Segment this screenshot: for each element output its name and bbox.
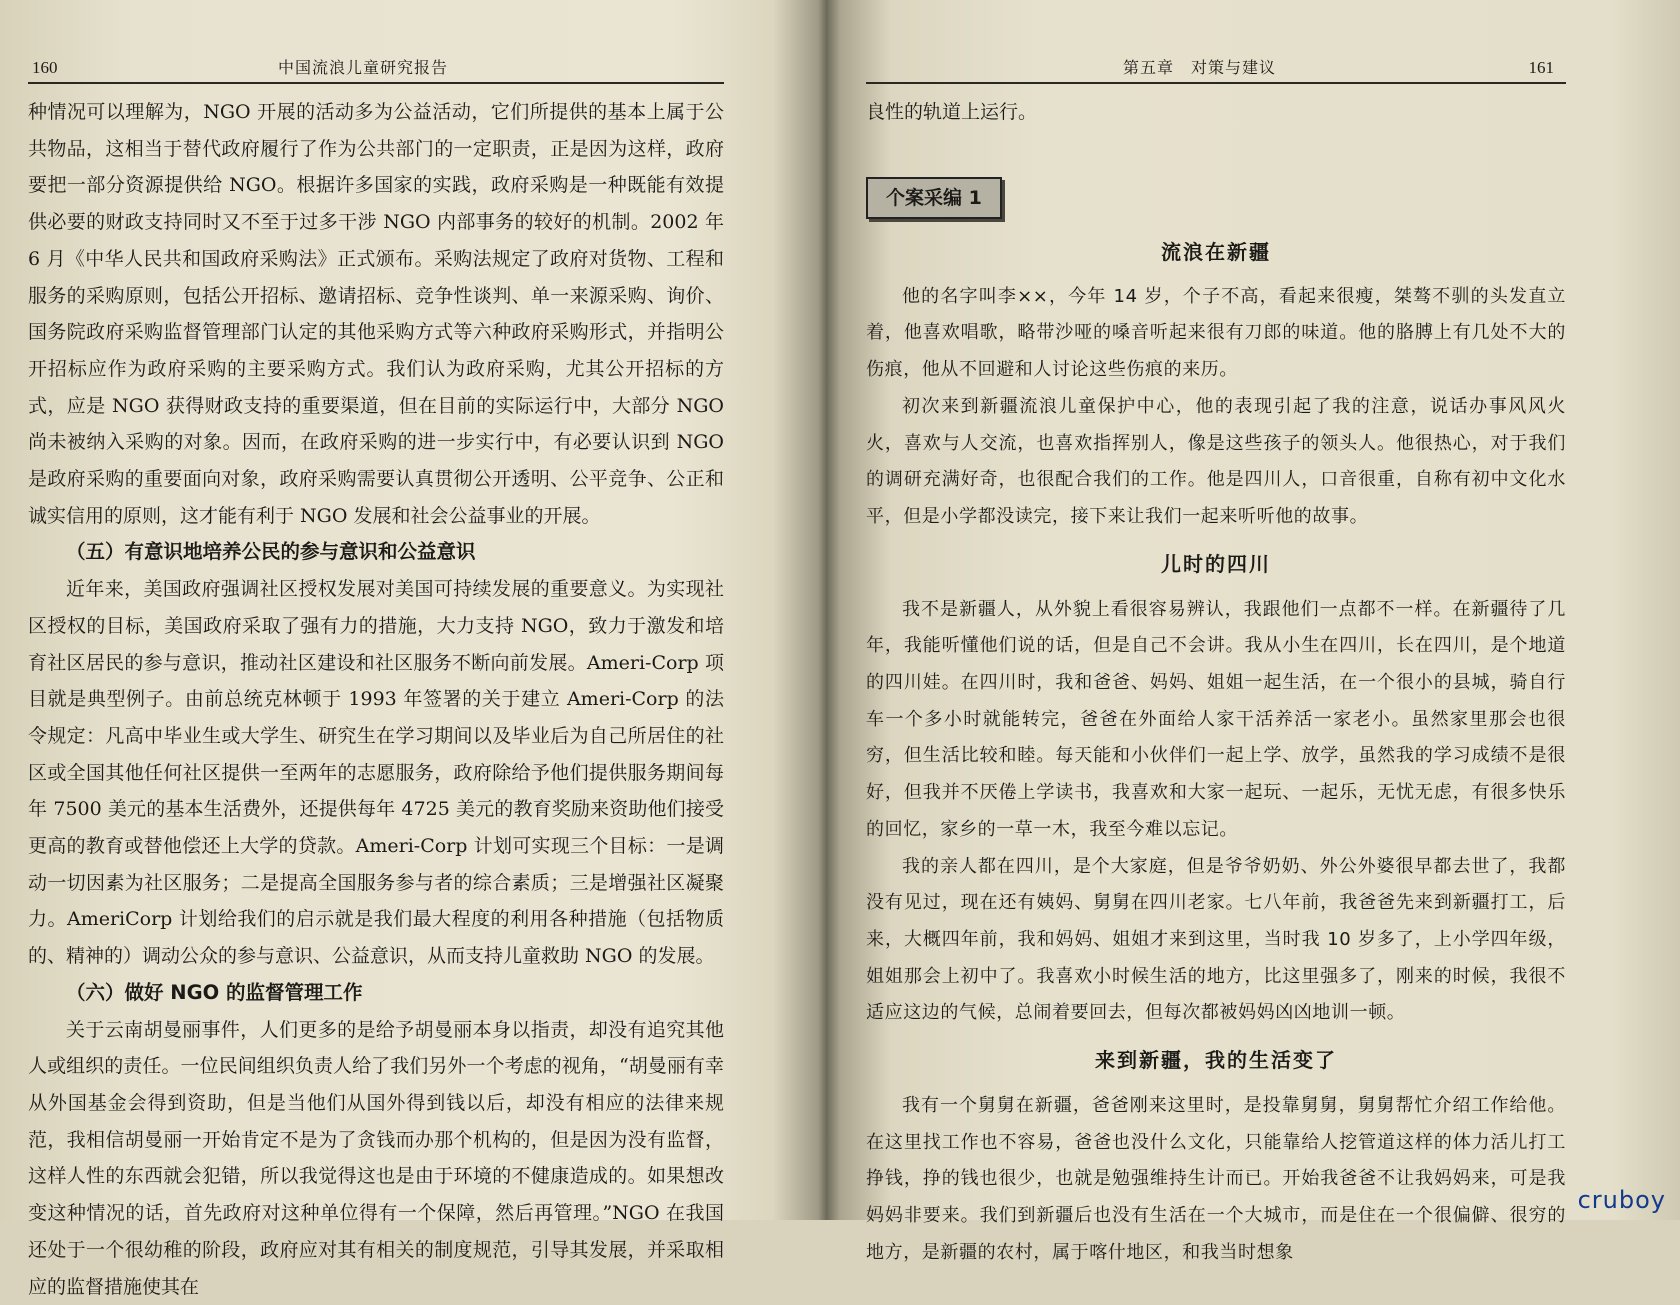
story-subheading-xinjiang: 来到新疆，我的生活变了 [1095, 1048, 1337, 1073]
left-running-title: 中国流浪儿童研究报告 [278, 58, 449, 77]
story-title: 流浪在新疆 [1161, 239, 1271, 264]
right-page-number: 161 [1528, 58, 1554, 77]
story-paragraph: 初次来到新疆流浪儿童保护中心，他的表现引起了我的注意，说话办事风风火火，喜欢与人交流，也喜欢指挥别人，像是这些孩子的领头人。他很热心，对于我们的调研充满好奇，也很配合我们的工作。他是四川人，口音很重，自称有初中文化水平，但是小学都没读完，接下来让我们一起来听听他的故事。 [866, 395, 1566, 527]
left-page [28, 0, 724, 1298]
story-subheading-childhood: 儿时的四川 [1161, 551, 1271, 576]
right-running-title: 第五章 对策与建议 [1122, 58, 1276, 77]
section-six-heading: （六）做好 NGO 的监督管理工作 [66, 980, 363, 1004]
left-body [28, 94, 724, 1305]
story-paragraph: 我不是新疆人，从外貌上看很容易辨认，我跟他们一点都不一样。在新疆待了几年，我能听懂他们说的话，但是自己不会讲。我从小生在四川，长在四川，是个地道的四川娃。在四川时，我和爸爸、妈妈、姐姐一起生活，在一个很小的县城，骑自行车一个多小时就能转完，爸爸在外面给人家干活养活一家老小。虽然家里那会也很穷，但生活比较和睦。每天能和小伙伴们一起上学、放学，虽然我的学习成绩不是很好，但我并不厌倦上学读书，我喜欢和大家一起玩、一起乐，无忧无虑，有很多快乐的回忆，家乡的一草一木，我至今难以忘记。 [866, 598, 1566, 840]
left-page-number: 160 [32, 58, 58, 77]
section-five-heading: （五）有意识地培养公民的参与意识和公益意识 [66, 540, 476, 564]
watermark-text: cruboy [1577, 1186, 1666, 1214]
left-paragraph: 种情况可以理解为，NGO 开展的活动多为公益活动，它们所提供的基本上属于公共物品，这相当于替代政府履行了作为公共部门的一定职责，正是因为这样，政府要把一部分资源提供给 NGO。根据许多国家的实践，政府采购是一种既能有效提供必要的财政支持同时又不至于过多干涉 NGO 内部事务的较好的机制。2002 年 6 月《中华人民共和国政府采购法》正式颁布。采购法规定了政府对货物、工程和服务的采购原则，包括公开招标、邀请招标、竞争性谈判、单一来源采购、询价、国务院政府采购监督管理部门认定的其他采购方式等六种政府采购形式，并指明公开招标应作为政府采购的主要采购方式。我们认为政府采购，尤其公开招标的方式，应是 NGO 获得财政支持的重要渠道，但在目前的实际运行中，大部分 NGO 尚未被纳入采购的对象。因而，在政府采购的进一步实行中，有必要认识到 NGO 是政府采购的重要面向对象，政府采购需要认真贯彻公开透明、公平竞争、公正和诚实信用的原则，这才能有利于 NGO 发展和社会公益事业的开展。 [28, 101, 724, 527]
right-page [866, 0, 1566, 1263]
story-paragraph: 我有一个舅舅在新疆，爸爸刚来这里时，是投靠舅舅，舅舅帮忙介绍工作给他。在这里找工作也不容易，爸爸也没什么文化，只能靠给人挖管道这样的体力活儿打工挣钱，挣的钱也很少，也就是勉强维持生计而已。开始我爸爸不让我妈妈来，可是我妈妈非要来。我们到新疆后也没有生活在一个大城市，而是住在一个很偏僻、很穷的地方，是新疆的农村，属于喀什地区，和我当时想象 [866, 1095, 1566, 1263]
story-paragraph: 我的亲人都在四川，是个大家庭，但是爷爷奶奶、外公外婆很早都去世了，我都没有见过，现在还有姨妈、舅舅在四川老家。七八年前，我爸爸先来到新疆打工，后来，大概四年前，我和妈妈、姐姐才来到这里，当时我 10 岁多了，上小学四年级，姐姐那会上初中了。我喜欢小时候生活的地方，比这里强多了，刚来的时候，我很不适应这边的气候，总闹着要回去，但每次都被妈妈凶凶地训一顿。 [866, 855, 1566, 1024]
opening-line: 良性的轨道上运行。 [866, 101, 1038, 123]
story-paragraph: 他的名字叫李××，今年 14 岁，个子不高，看起来很瘦，桀骜不驯的头发直立着，他喜欢唱歌，略带沙哑的嗓音听起来很有刀郎的味道。他的胳膊上有几处不大的伤痕，他从不回避和人讨论这些伤痕的来历。 [866, 285, 1566, 381]
right-running-head [866, 52, 1566, 84]
case-study-label-box: 个案采编 1 [866, 177, 1002, 219]
left-paragraph: 近年来，美国政府强调社区授权发展对美国可持续发展的重要意义。为实现社区授权的目标，美国政府采取了强有力的措施，大力支持 NGO，致力于激发和培育社区居民的参与意识，推动社区建设和社区服务不断向前发展。Ameri-Corp 项目就是典型例子。由前总统克林顿于 1993 年签署的关于建立 Ameri-Corp 的法令规定：凡高中毕业生或大学生、研究生在学习期间以及毕业后为自己所居住的社区或全国其他任何社区提供一至两年的志愿服务，政府除给予他们提供服务期间每年 7500 美元的基本生活费外，还提供每年 4725 美元的教育奖励来资助他们接受更高的教育或替他偿还上大学的贷款。Ameri-Corp 计划可实现三个目标：一是调动一切因素为社区服务；二是提高全国服务参与者的综合素质；三是增强社区凝聚力。AmeriCorp 计划给我们的启示就是我们最大程度的利用各种措施（包括物质的、精神的）调动公众的参与意识、公益意识，从而支持儿童救助 NGO 的发展。 [28, 578, 724, 968]
right-body [866, 94, 1566, 1272]
left-running-head [28, 52, 724, 84]
case-story [866, 225, 1566, 1272]
left-paragraph: 关于云南胡曼丽事件，人们更多的是给予胡曼丽本身以指责，却没有追究其他人或组织的责任。一位民间组织负责人给了我们另外一个考虑的视角，“胡曼丽有幸从外国基金会得到资助，但是当他们从国外得到钱以后，却没有相应的法律来规范，我相信胡曼丽一开始肯定不是为了贪钱而办那个机构的，但是因为没有监督，这样人性的东西就会犯错，所以我觉得这也是由于环境的不健康造成的。如果想改变这种情况的话，首先政府对这种单位得有一个保障，然后再管理。”NGO 在我国还处于一个很幼稚的阶段，政府应对其有相关的制度规范，引导其发展，并采取相应的监督措施使其在 [28, 1018, 724, 1298]
